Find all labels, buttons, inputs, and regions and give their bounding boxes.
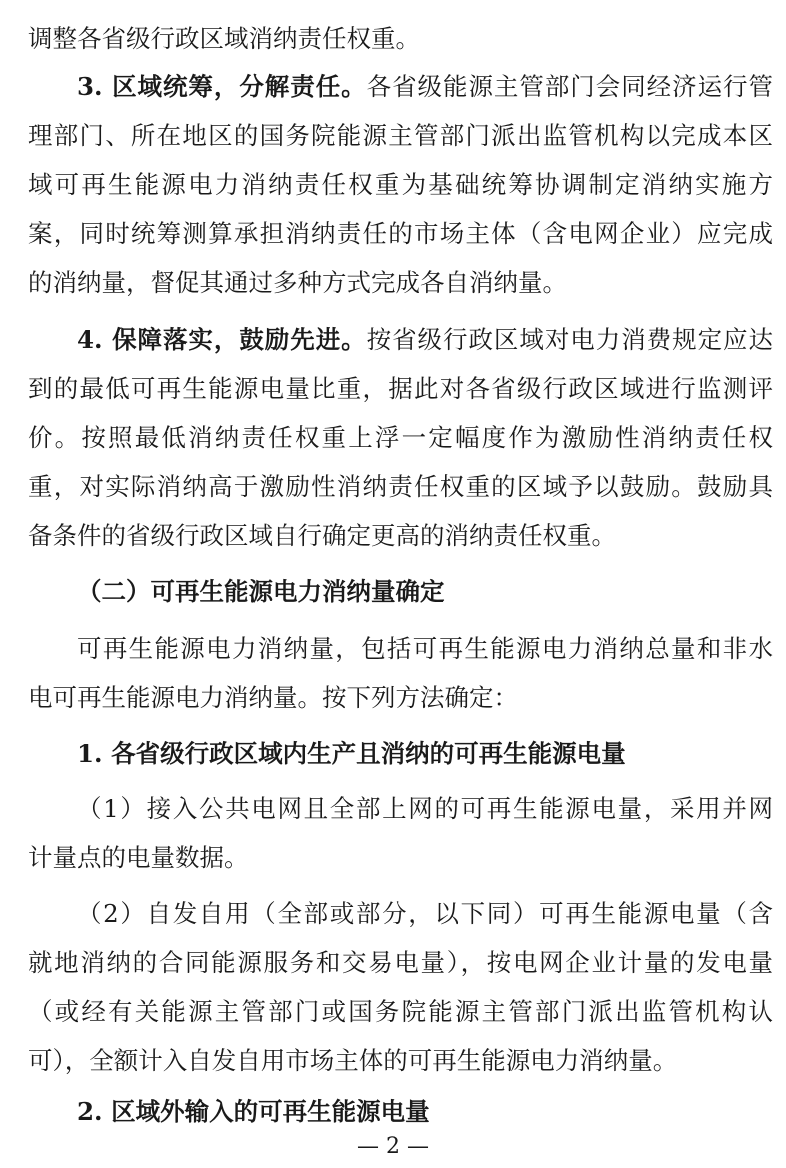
subsection-heading: 1. 各省级行政区域内生产且消纳的可再生能源电量 — [77, 739, 626, 768]
paragraph-line: 域可再生能源电力消纳责任权重为基础统筹协调制定消纳实施方 — [28, 170, 773, 199]
paragraph-line: 价。按照最低消纳责任权重上浮一定幅度作为激励性消纳责任权 — [28, 423, 773, 452]
paragraph-line: 电可再生能源电力消纳量。按下列方法确定： — [28, 683, 518, 712]
paragraph-line: （或经有关能源主管部门或国务院能源主管部门派出监管机构认 — [28, 997, 773, 1026]
section-heading: （二）可再生能源电力消纳量确定 — [77, 577, 445, 606]
paragraph-line: （2）自发自用（全部或部分，以下同）可再生能源电量（含 — [77, 899, 773, 928]
paragraph-line: 计量点的电量数据。 — [28, 843, 249, 872]
item-3-line — [77, 67, 773, 107]
paragraph-line: 可），全额计入自发自用市场主体的可再生能源电力消纳量。 — [28, 1046, 678, 1075]
paragraph-line: 可再生能源电力消纳量，包括可再生能源电力消纳总量和非水 — [77, 634, 773, 663]
paragraph-line: 到的最低可再生能源电量比重，据此对各省级行政区域进行监测评 — [28, 374, 773, 403]
paragraph-line: 案，同时统筹测算承担消纳责任的市场主体（含电网企业）应完成 — [28, 219, 773, 248]
item-3-heading: 3. 区域统筹，分解责任。 — [77, 72, 367, 101]
paragraph-line: 备条件的省级行政区域自行确定更高的消纳责任权重。 — [28, 521, 616, 550]
item-4-heading: 4. 保障落实，鼓励先进。 — [77, 325, 367, 354]
item-4-line — [77, 320, 773, 360]
paragraph-line: 理部门、所在地区的国务院能源主管部门派出监管机构以完成本区 — [28, 121, 773, 150]
paragraph-line: 调整各省级行政区域消纳责任权重。 — [28, 24, 420, 53]
item-4-text: 按省级行政区域对电力消费规定应达 — [366, 325, 773, 354]
paragraph-line: （1）接入公共电网且全部上网的可再生能源电量，采用并网 — [77, 794, 773, 823]
subsection-heading: 2. 区域外输入的可再生能源电量 — [77, 1097, 430, 1126]
page-number: — 2 — — [357, 1134, 429, 1159]
paragraph-line: 就地消纳的合同能源服务和交易电量），按电网企业计量的发电量 — [28, 948, 773, 977]
item-3-text: 各省级能源主管部门会同经济运行管 — [366, 72, 773, 101]
paragraph-line: 的消纳量，督促其通过多种方式完成各自消纳量。 — [28, 268, 567, 297]
paragraph-line: 重，对实际消纳高于激励性消纳责任权重的区域予以鼓励。鼓励具 — [28, 472, 773, 501]
